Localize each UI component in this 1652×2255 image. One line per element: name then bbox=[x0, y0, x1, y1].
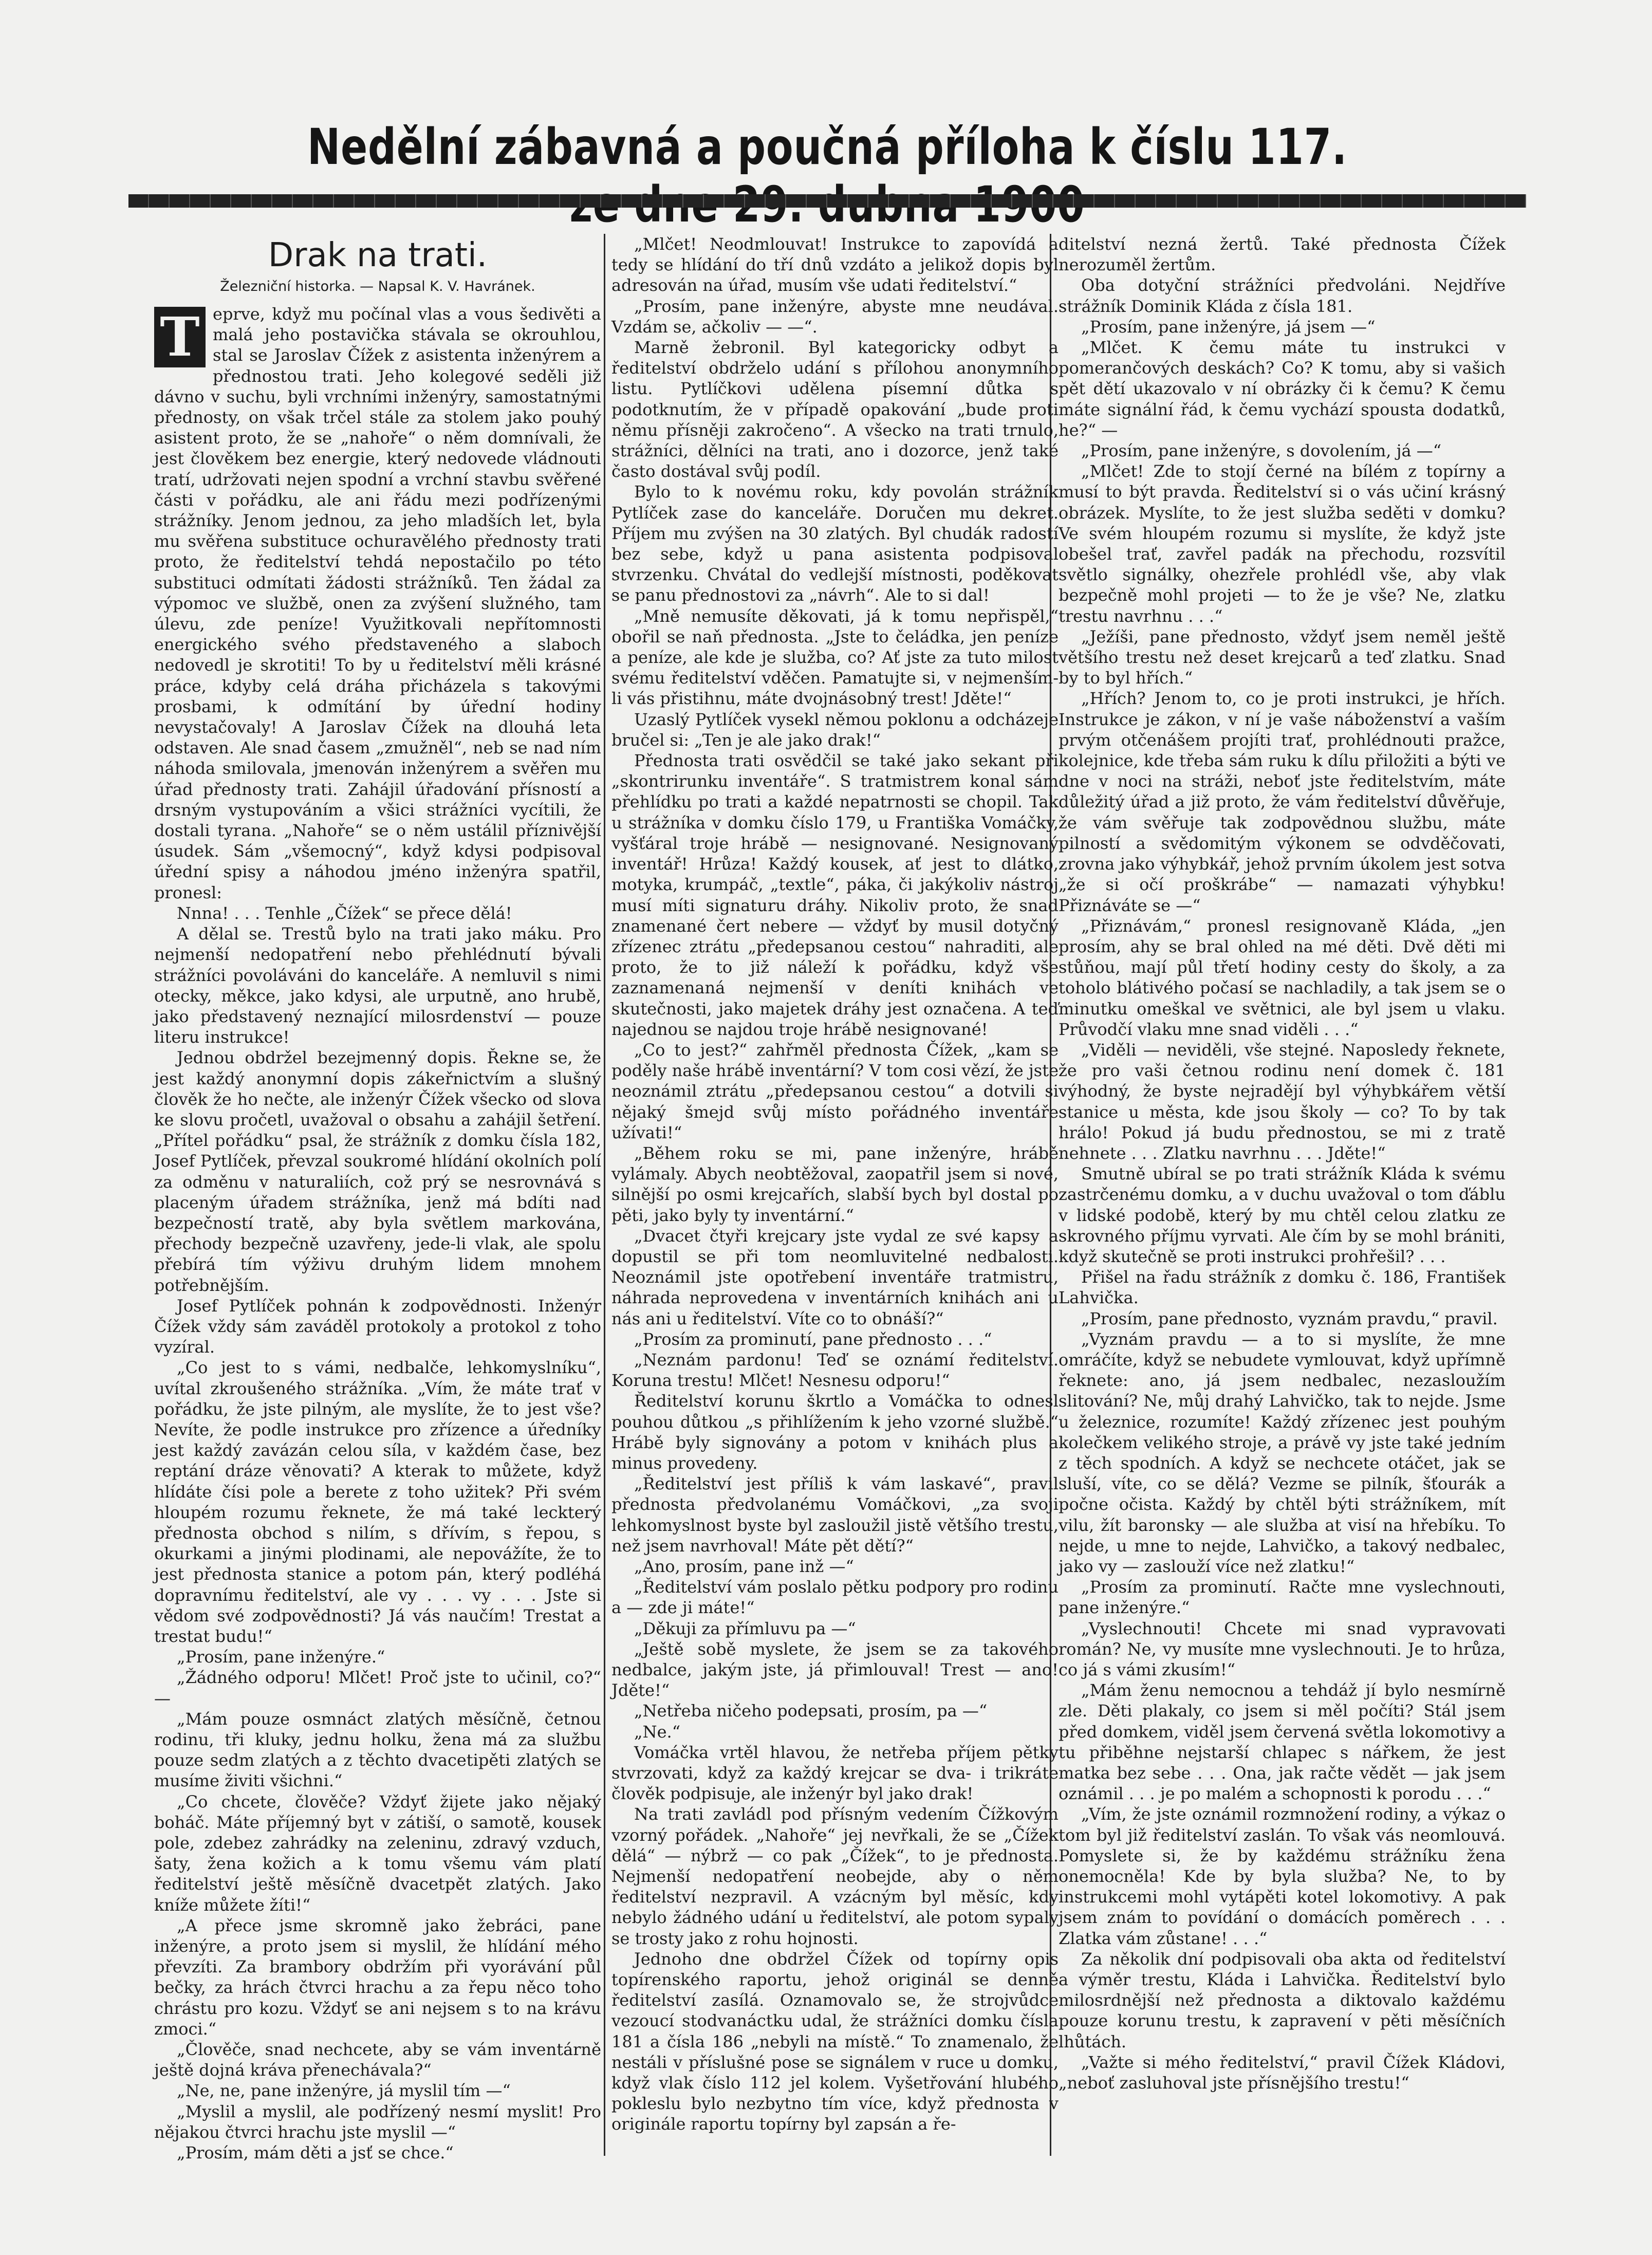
paragraph: A dělal se. Trestů bylo na trati jako máku. Pro nejmenší nedopatření nebo přehlédnutí bývali strážníci povoláváni do kanceláře. A nemluvil s nimi otecky, měkce, jako kdysi, ale urputně, ano hrubě, jako představený neznající milosrdenství — pouze literu instrukce! bbox=[154, 924, 601, 1047]
paragraph: „Prosím, pane přednosto, vyznám pravdu,“ pravil. bbox=[1081, 1308, 1498, 1328]
article-title: Drak na trati. bbox=[268, 236, 488, 274]
paragraph: Ředitelství korunu škrtlo a Vomáčka to odnesl pouhou důtkou „s přihlížením k jeho vzorné službě.“ Hrábě byly signovány a potom v knihách plus a minus provedeny. bbox=[611, 1391, 1059, 1473]
paragraph: „Vím, že jste oznámil rozmnožení rodiny, a výkaz o tom byl již ředitelství zaslán. To však vás neomlouvá. Pomyslete si, že by každému strážníku žena onemocněla! Kde by byla služba? Ne, to by instrukcemi mohl vytápěti kotel lokomotivy. A pak jsem znám to povídání o domácích poměrech . . . Zlatka vám zůstane! . . .“ bbox=[1059, 1804, 1506, 1948]
paragraph: „Během roku se mi, pane inženýre, hrábě vylámaly. Abych neobtěžoval, zaopatřil jsem si nové, silnější po osmi krejcařích, slabší bych byl dostal po pěti, jako byly ty inventární.“ bbox=[611, 1143, 1059, 1225]
paragraph: „Prosím, pane inženýre, abyste mne neudával. Vzdám se, ačkoliv — —“. bbox=[611, 296, 1059, 337]
paragraph: „Člověče, snad nechcete, aby se vám inventárně ještě dojná kráva přenechávala?“ bbox=[154, 2040, 601, 2080]
column-2 bbox=[611, 234, 1059, 2135]
paragraph: „Prosím za prominutí. Račte mne vyslechnouti, pane inženýre.“ bbox=[1059, 1577, 1506, 1618]
paragraph: „A přece jsme skromně jako žebráci, pane inženýre, a proto jsem si myslil, že hlídání mého převzíti. Za brambory obdržím při vyorávání půl bečky, za hrách čtvrci hrachu a za řepu něco toho chrástu pro kozu. Vždyť se ani nejsem s to na krávu zmoci.“ bbox=[154, 1915, 601, 2039]
paragraph: „Vyslechnouti! Chcete mi snad vypravovati román? Ne, vy musíte mne vyslechnouti. Je to hrůza, co já s vámi zkusím!“ bbox=[1059, 1618, 1506, 1680]
paragraph: „Prosím za prominutí, pane přednosto . . .“ bbox=[634, 1329, 992, 1349]
paragraph: Smutně ubíral se po trati strážník Kláda k svému zastrčenému domku, a v duchu uvažoval o tom ďáblu v lidské podobě, který by mu chtěl celou zlatku ze skrovného příjmu vyrvati. Ale čím by se mohl brániti, když skutečně se proti instrukci prohřešil? . . . bbox=[1059, 1164, 1506, 1266]
paragraph: „Vyznám pravdu — a to si myslíte, že mne omráčíte, když se nebudete vymlouvat, když upřímně řeknete: ano, já jsem nedbalec, nezasloužím slitování? Ne, můj drahý Lahvičko, tak to nejde. Jsme u železnice, rozumíte! Každý zřízenec jest pouhým kolečkem velikého stroje, a právě vy jste také jedním z těch spodních. A když se nechcete otáčet, jak se sluší, víte, co se dělá? Vezme se pilník, šťourák a počne očista. Každý by chtěl býti strážníkem, mít vilu, žít baronsky — ale služba at visí na hřebíku. To nejde, u mne to nejde, Lahvičko, a takový nedbalec, jako vy — zaslouží více než zlatku!“ bbox=[1059, 1329, 1506, 1576]
paragraph: „Prosím, pane inženýre.“ bbox=[177, 1647, 385, 1667]
paragraph: „Ano, prosím, pane inž —“ bbox=[634, 1557, 854, 1576]
paragraph: „Mám ženu nemocnou a tehdáž jí bylo nesmírně zle. Děti plakaly, co jsem si měl počíti? Stál jsem před domkem, viděl jsem červená světla lokomotivy a tu přiběhne nejstarší chlapec s nářkem, že jest matka bez sebe . . . Ona, jak račte vědět — jak jsem oznámil . . . je po malém a schopnosti k porodu . . .“ bbox=[1059, 1680, 1506, 1804]
paragraph: „Ježíši, pane přednosto, vždyť jsem neměl ještě většího trestu než deset krejcarů a teď zlatku. Snad by to byl hřích.“ bbox=[1059, 626, 1506, 688]
paragraph: „Ředitelství jest příliš k vám laskavé“, pravil přednosta předvolanému Vomáčkovi, „za svoji lehkomyslnost byste byl zasloužil jistě většího trestu, než jsem navrhoval! Máte pět dětí?“ bbox=[611, 1474, 1059, 1556]
paragraph: Uzaslý Pytlíček vysekl němou poklonu a odcházeje bručel si: „Ten je ale jako drak!“ bbox=[611, 709, 1059, 750]
paragraph: Na trati zavládl pod přísným vedením Čížkovým vzorný pořádek. „Nahoře“ jej nevřkali, že se „Čížek dělá“ — nýbrž — co pak „Čížek“, to je přednosta. Nejmenší nedopatření neobejde, aby o něm ředitelství nezpravil. A vzácným byl měsíc, kdy nebylo žádného udání u ředitelství, ale potom sypaly se trosty jako z rohu hojnosti. bbox=[611, 1804, 1059, 1948]
masthead-rule bbox=[128, 194, 1526, 208]
drop-cap: T bbox=[154, 307, 206, 367]
paragraph: „Co jest to s vámi, nedbalče, lehkomyslníku“, uvítal zkroušeného strážníka. „Vím, že máte trať v pořádku, že jste pilným, ale myslíte, že to jest vše? Nevíte, že podle instrukce pro zřízence a úředníky jest každý zavázán celou síla, v každém čase, bez reptání dráze věnovati? A kterak to můžete, když hlídáte čísi pole a berete z toho užitek? Při svém hloupém rozumu řeknete, že má také leckterý přednosta obchod s nilím, s dřívím, s řepou, s okurkami a jinými plodinami, ale nepovážíte, že to jest přednosta stanice a potom pán, který podléhá dopravnímu ředitelství, ale vy . . . vy . . . Jste si vědom své zodpovědnosti? Já vás naučím! Trestat a trestat budu!“ bbox=[154, 1358, 601, 1646]
paragraph: „Dvacet čtyři krejcary jste vydal ze své kapsy a dopustil se při tom neomluvitelné nedbalosti. Neoznámil jste opotřebení inventáře tratmistru, náhrada neprovedena v inventárních knihách ani u nás ani u ředitelství. Víte co to obnáší?“ bbox=[611, 1226, 1059, 1328]
paragraph: „Co to jest?“ zahřměl přednosta Čížek, „kam se poděly naše hrábě inventární? V tom cosi vězí, že jste neoznámil ztrátu „předepsanou cestou“ a dotvili si nějaký šmejd svůj místo pořádného inventáře užívati!“ bbox=[611, 1040, 1059, 1142]
paragraph: „Prosím, pane inženýre, já jsem —“ bbox=[1081, 317, 1376, 337]
paragraph: „Prosím, mám děti a jsť se chce.“ bbox=[177, 2143, 454, 2163]
paragraph: „Ředitelství vám poslalo pětku podpory pro rodinu a — zde ji máte!“ bbox=[611, 1577, 1059, 1618]
column-3 bbox=[1059, 234, 1506, 2093]
paragraph: „Mlčet! Neodmlouvat! Instrukce to zapovídá a tedy se hlídání do tří dnů vzdáto a jelikož dopis byl adresován na úřad, musím vše udati ředitelství.“ bbox=[611, 234, 1059, 295]
paragraph: „Hřích? Jenom to, co je proti instrukci, je hřích. Instrukce je zákon, v ní je vaše náboženství a vaším prvým otčenášem projíti trať, prohlédnouti pražce, kolejnice, kde třeba sám ruku k dílu přiložiti a býti ve dne v noci na stráži, neboť jste ředitelstvím, máte důležitý úřad a již proto, že vám ředitelství důvěřuje, že vám svěřuje tak zodpovědnou službu, máte pilností a svědomitým výkonem se odvděčovati, zrovna jako výhybkář, jehož prvním úkolem jest sotva „že si očí proškrábe“ — namazati výhybku! Přiznáváte se —“ bbox=[1059, 689, 1506, 915]
paragraph: Bylo to k novému roku, kdy povolán strážník Pytlíček zase do kanceláře. Doručen mu dekret. Příjem mu zvýšen na 30 zlatých. Byl chudák radostí bez sebe, když u pana asistenta podpisoval stvrzenku. Chvátal do vedlejší místnosti, poděkovat se panu přednostovi za „návrh“. Ale to si dal! bbox=[611, 482, 1059, 605]
paragraph: „Ne, ne, pane inženýre, já myslil tím —“ bbox=[177, 2081, 511, 2101]
paragraph: „Co chcete, člověče? Vždyť žijete jako nějaký boháč. Máte příjemný byt v zátiší, o samotě, kousek pole, zdebez zahrádky na zeleninu, zdravý vzduch, šaty, žena kožich a k tomu všemu vám platí ředitelství ještě měsíčně dvacetpět zlatých. Jako kníže můžete žíti!“ bbox=[154, 1791, 601, 1915]
paragraph: „Ne.“ bbox=[634, 1722, 681, 1742]
column-1 bbox=[154, 234, 601, 2163]
paragraph: „Neznám pardonu! Teď se oznámí ředitelství. Koruna trestu! Mlčet! Nesnesu odporu!“ bbox=[611, 1350, 1059, 1391]
paragraph: „Myslil a myslil, ale podřízený nesmí myslit! Pro nějakou čtvrci hrachu jste myslil —“ bbox=[154, 2101, 601, 2142]
paragraph: „Mám pouze osmnáct zlatých měsíčně, četnou rodinu, tři kluky, jednu holku, žena má za službu pouze sedm zlatých a z těchto dvacetipěti zlatých se musíme živiti všichni.“ bbox=[154, 1709, 601, 1791]
paragraph: Jednou obdržel bezejmenný dopis. Řekne se, že jest každý anonymní dopis zákeřnictvím a slušný člověk že ho nečte, ale inženýr Čížek všecko od slova ke slovu pročetl, uvažoval o obsahu a zahájil šetření. „Přítel pořádku“ psal, že strážník z domku čísla 182, Josef Pytlíček, převzal soukromé hlídání okolních polí za odměnu v naturaliích, což prý se nesrovnává s placeným úřadem strážníka, jenž má bdíti nad bezpečností tratě, aby byla světlem markována, přechody bezpečně uzavřeny, jede-li vlak, ale spolu přebírá tím výživu druhým lidem mnohem potřebnějším. bbox=[154, 1048, 601, 1295]
paragraph: ditelství nezná žertů. Také přednosta Čížek nerozuměl žertům. bbox=[1059, 234, 1506, 275]
paragraph: „Viděli — neviděli, vše stejné. Naposledy řeknete, že pro vaši četnou rodinu není domek č. 181 výhodný, že byste nejradějí byl výhybkářem větší stanice u města, kde jsou školy — co? To by tak hrálo! Pokud já budu přednostou, se mi z tratě nehnete . . . Zlatku navrhnu . . . Jděte!“ bbox=[1059, 1040, 1506, 1163]
paragraph: Marně žebronil. Byl kategoricky odbyt a ředitelství obdrželo udání s přílohou anonymního listu. Pytlíčkovi udělena písemní důtka s podotknutím, že v případě opakování „bude proti němu přísněji zakročeno“. A všecko na trati trnulo, strážníci, dělníci na trati, ano i dozorce, jenž také často dostával svůj podíl. bbox=[611, 338, 1059, 482]
paragraph: eprve, když mu počínal vlas a vous šedivěti a malá jeho postavička stávala se okrouhlou, stal se Jaroslav Čížek z asistenta inženýrem a přednostou trati. Jeho kolegové seděli již dávno v suchu, byli vrchními inženýry, samostatnými přednosty, on však trčel stále za stolem jako pouhý asistent proto, že se „nahoře“ o něm domnívali, že jest člověkem bez energie, který nedovede vládnouti tratí, udržovati nejen spodní a vrchní stavbu svěřené části v pořádku, ale ani řádu mezi podřízenými strážníky. Jenom jednou, za jeho mladších let, byla mu svěřena substituce ochuravělého přednosty trati proto, že ředitelství tehdá nepostačilo po této substituci odmítati žádosti strážníků. Ten žádal za výpomoc ve službě, onen za zvýšení služného, tam úlevu, zde peníze! Využitkovali nepřítomnosti energického svého představeného a slaboch nedovedl je skrotiti! To by u ředitelství měli krásné práce, kdyby celá dráha přicházela s takovými prosbami, k odmítání by úřední hodiny nevystačovaly! A Jaroslav Čížek na dlouhá leta odstaven. Ale snad časem „zmužněl“, neb se nad ním náhoda smilovala, jmenován inženýrem a svěřen mu úřad přednosty trati. Zahájil úřadování přísností a drsným vystupováním a všici strážníci vycítili, že dostali tyrana. „Nahoře“ se o něm ustálil příznivější úsudek. Sám „všemocný“, když kdysi podpisoval úřední spisy a náhodou jméno inženýra spatřil, pronesl: bbox=[154, 304, 601, 902]
column-divider bbox=[604, 234, 605, 2156]
masthead: Nedělní zábavná a poučná příloha k číslu 117. bbox=[307, 118, 1347, 176]
paragraph: Oba dotyční strážníci předvoláni. Nejdříve strážník Dominik Kláda z čísla 181. bbox=[1059, 275, 1506, 316]
paragraph: Za několik dní podpisovali oba akta od ředitelství a výměr trestu, Kláda i Lahvička. Ředitelství bylo milosrdnější než přednosta a diktovalo každému pouze korunu trestu, k zapravení v pěti měsíčních lhůtách. bbox=[1059, 1949, 1506, 2051]
paragraph: Vomáčka vrtěl hlavou, že netřeba příjem pětky stvrzovati, když za každý krejcar se dva- i trikráte člověk podpisuje, ale inženýr byl jako drak! bbox=[611, 1742, 1059, 1804]
paragraph: Přišel na řadu strážník z domku č. 186, František Lahvička. bbox=[1059, 1267, 1506, 1308]
paragraph: Přednosta trati osvědčil se také jako sekant při „skontrirunku inventáře“. S tratmistrem konal sám přehlídku po trati a každé nepatrnosti se chopil. Tak u strážníka v domku číslo 179, u Františka Vomáčky, vyšťáral troje hrábě — nesignované. Nesignovaný inventář! Hrůza! Každý kousek, ať jest to dlátko, motyka, krumpáč, „textle“, páka, či jakýkoliv nástroj musí míti signaturu dráhy. Nikoliv proto, že snad znamenané čert nebere — vždyť by musil dotyčný zřízenec ztrátu „předepsanou cestou“ nahraditi, ale proto, že to již náleží k pořádku, když vše zaznamenaná nejmenší v deníti knihách ve skutečnosti, jako majetek dráhy jest označena. A teď najednou se najdou troje hrábě nesignované! bbox=[611, 751, 1059, 1039]
paragraph: „Žádného odporu! Mlčet! Proč jste to učinil, co?“ — bbox=[154, 1668, 601, 1708]
paragraph: Jednoho dne obdržel Čížek od topírny opis topírenského raportu, jehož originál se denně ředitelství zasílá. Oznamovalo se, že strojvůdce vezoucí stodvanáctku udal, že strážníci domku čísla 181 a čísla 186 „nebyli na místě.“ To znamenalo, že nestáli v příslušné pose se signálem v ruce u domku, když vlak číslo 112 jel kolem. Vyšetřování hlubého pokleslu bylo nezbytno tím více, když přednosta v originále raportu topírny byl zapsán a ře- bbox=[611, 1949, 1059, 2134]
paragraph: „Ještě sobě myslete, že jsem se za takového nedbalce, jakým jste, já přimlouval! Trest — ano! Jděte!“ bbox=[611, 1639, 1059, 1701]
paragraph: „Prosím, pane inženýre, s dovolením, já —“ bbox=[1081, 441, 1442, 461]
paragraph: „Važte si mého ředitelství,“ pravil Čížek Kládovi, „neboť zasluhoval jste přísnějšího trestu!“ bbox=[1059, 2052, 1506, 2093]
paragraph: Nnna! . . . Tenhle „Čížek“ se přece dělá! bbox=[177, 903, 512, 923]
paragraph: „Mně nemusíte děkovati, já k tomu nepřispěl,“ obořil se naň přednosta. „Jste to čeládka, jen peníze a peníze, ale kde je služba, co? Ať jste za tuto milost svému ředitelství vděčen. Pamatujte si, v nejmenším-li vás přistihnu, máte dvojnásobný trest! Jděte!“ bbox=[611, 606, 1059, 709]
paragraph: „Děkuji za přímluvu pa —“ bbox=[634, 1618, 856, 1638]
paragraph: „Mlčet! Zde to stojí černé na bílém z topírny a musí to být pravda. Ředitelství si o vás učiní krásný obrázek. Myslíte, to že jest služba seděti v domku? Ve svém hloupém rozumu si myslíte, že když jste obešel trať, zavřel padák na přechodu, rozsvítil světlo signálky, ohezřele prohlédl vše, aby vlak bezpečně mohl projeti — to že je vše? Ne, zlatku trestu navrhnu . . .“ bbox=[1059, 461, 1506, 626]
paragraph: Josef Pytlíček pohnán k zodpovědnosti. Inženýr Čížek vždy sám zaváděl protokoly a protokol z toho vyzíral. bbox=[154, 1296, 601, 1357]
article-byline: Železniční historka. — Napsal K. V. Havránek. bbox=[220, 279, 535, 294]
paragraph: „Přiznávám,“ pronesl resignovaně Kláda, „jen prosím, ahy se bral ohled na mé děti. Dvě děti mi stůňou, mají půl třetí hodiny cesty do školy, a za toholo blátivého počasí se nachladily, a tak jsem se o minutku omeškal ve světnici, ale byl jsem u vlaku. Průvodčí vlaku mne snad viděli . . .“ bbox=[1059, 916, 1506, 1039]
paragraph: „Netřeba ničeho podepsati, prosím, pa —“ bbox=[634, 1701, 988, 1721]
paragraph: „Mlčet. K čemu máte tu instrukci v pomerančových deskách? Co? K tomu, aby si vašich pět dětí ukazovalo v ní obrázky či k čemu? K čemu máte signální řád, k čemu vychází spousta dodatků, he?“ — bbox=[1059, 338, 1506, 440]
